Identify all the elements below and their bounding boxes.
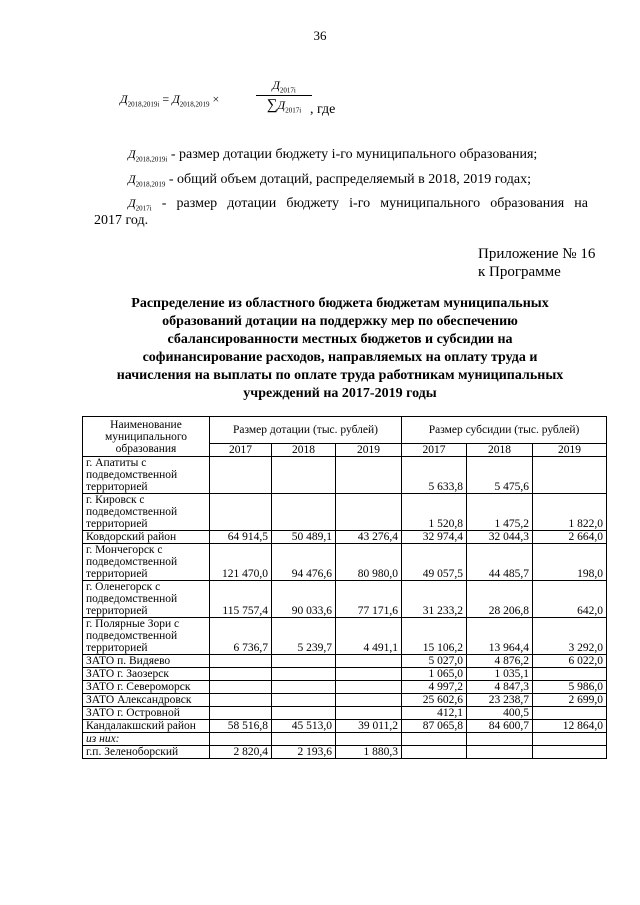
value-cell [272,733,336,746]
value-cell [272,655,336,668]
value-cell [272,668,336,681]
value-cell: 64 914,5 [210,531,272,544]
value-cell: 1 035,1 [467,668,533,681]
definition-2: $Д_{2018,2019}$ - общий объем дотаций, распределяемый в 2018, 2019 годах; [128,172,531,189]
table-row [83,581,607,618]
value-cell: 13 964,4 [467,618,533,655]
header-municipality: Наименование муниципального образования [83,417,210,457]
value-cell: 4 847,3 [467,681,533,694]
value-cell: 32 974,4 [402,531,467,544]
header-dotation: Размер дотации (тыс. рублей) [210,417,402,444]
value-cell [336,707,402,720]
value-cell: 1 065,0 [402,668,467,681]
table-row [83,655,607,668]
municipality-name: ЗАТО г. Заозерск [83,668,210,681]
value-cell: 94 476,6 [272,544,336,581]
value-cell: 2 820,4 [210,746,272,759]
distribution-table [82,416,607,759]
value-cell: 80 980,0 [336,544,402,581]
formula-tail: , где [310,102,336,117]
value-cell: 12 864,0 [533,720,607,733]
value-cell: 642,0 [533,581,607,618]
value-cell [467,733,533,746]
value-cell [336,655,402,668]
value-cell [402,746,467,759]
value-cell: 5 475,6 [467,457,533,494]
value-cell: 6 736,7 [210,618,272,655]
formula [120,78,420,128]
table-row [83,707,607,720]
value-cell [272,457,336,494]
value-cell: 58 516,8 [210,720,272,733]
definition-1: $Д_{2018,2019i}$ - размер дотации бюджету i-го муниципального образования; [128,147,538,164]
value-cell [210,681,272,694]
header-year: 2017 [210,444,272,457]
municipality-name: ЗАТО п. Видяево [83,655,210,668]
header-year: 2018 [272,444,336,457]
value-cell [533,707,607,720]
value-cell: 50 489,1 [272,531,336,544]
value-cell [210,457,272,494]
value-cell [467,746,533,759]
value-cell: 87 065,8 [402,720,467,733]
value-cell: 4 876,2 [467,655,533,668]
value-cell: 1 880,3 [336,746,402,759]
value-cell: 4 997,2 [402,681,467,694]
value-cell: 5 239,7 [272,618,336,655]
municipality-name: г. Полярные Зори с подведомственной территорией [83,618,210,655]
value-cell: 32 044,3 [467,531,533,544]
value-cell: 4 491,1 [336,618,402,655]
value-cell: 412,1 [402,707,467,720]
value-cell [210,694,272,707]
municipality-name: г. Оленегорск с подведомственной территорией [83,581,210,618]
value-cell [533,668,607,681]
header-year: 2017 [402,444,467,457]
value-cell: 44 485,7 [467,544,533,581]
table-row [83,681,607,694]
value-cell [533,733,607,746]
value-cell [336,457,402,494]
table-row [83,531,607,544]
table-row [83,544,607,581]
value-cell: 39 011,2 [336,720,402,733]
header-year: 2019 [533,444,607,457]
value-cell: 49 057,5 [402,544,467,581]
document-title: Распределение из областного бюджета бюджетам муниципальных образований дотации на поддержку мер по обеспечению сбалансированности местных бюджетов и субсидии на софинансирование расходов, направляемых на оплату труда и начисления на выплаты по оплате труда работникам муниципальных учреждений на 2017-2019 годы [116,296,564,401]
appendix-label: Приложение № 16 к Программе [478,246,596,280]
value-cell: 198,0 [533,544,607,581]
formula-lhs: $Д_{2018,2019i} = Д_{2018,2019}$ × [120,92,220,109]
table-row [83,618,607,655]
value-cell: 25 602,6 [402,694,467,707]
value-cell: 5 633,8 [402,457,467,494]
value-cell: 2 193,6 [272,746,336,759]
municipality-name: Кандалакшский район [83,720,210,733]
value-cell [210,707,272,720]
value-cell: 400,5 [467,707,533,720]
municipality-name: Ковдорский район [83,531,210,544]
definition-3-continued: 2017 год. [94,213,149,228]
header-year: 2019 [336,444,402,457]
value-cell [210,494,272,531]
municipality-name: из них: [83,733,210,746]
municipality-name: г.п. Зеленоборский [83,746,210,759]
value-cell [533,746,607,759]
municipality-name: ЗАТО г. Островной [83,707,210,720]
header-year: 2018 [467,444,533,457]
value-cell: 121 470,0 [210,544,272,581]
municipality-name: г. Апатиты с подведомственной территорией [83,457,210,494]
value-cell: 43 276,4 [336,531,402,544]
value-cell [336,668,402,681]
value-cell: 23 238,7 [467,694,533,707]
value-cell: 6 022,0 [533,655,607,668]
value-cell: 2 664,0 [533,531,607,544]
formula-fraction [256,78,312,115]
municipality-name: г. Кировск с подведомственной территорией [83,494,210,531]
value-cell: 1 520,8 [402,494,467,531]
value-cell: 1 822,0 [533,494,607,531]
table-row [83,668,607,681]
header-subsidy: Размер субсидии (тыс. рублей) [402,417,607,444]
value-cell: 45 513,0 [272,720,336,733]
table-row [83,720,607,733]
table-row [83,494,607,531]
value-cell [336,681,402,694]
value-cell: 90 033,6 [272,581,336,618]
value-cell: 77 171,6 [336,581,402,618]
value-cell: 15 106,2 [402,618,467,655]
value-cell: 5 027,0 [402,655,467,668]
page-number: 36 [313,28,327,43]
formula-denominator: $\sum Д_{2017i}$ [266,97,302,115]
value-cell: 28 206,8 [467,581,533,618]
value-cell: 115 757,4 [210,581,272,618]
value-cell [336,694,402,707]
formula-numerator: $Д_{2017i}$ [256,78,312,96]
value-cell [210,668,272,681]
table-row [83,746,607,759]
definition-3: $Д_{2017i}$ - размер дотации бюджету i-го муниципального образования на [128,196,588,213]
value-cell: 2 699,0 [533,694,607,707]
value-cell [336,733,402,746]
value-cell [210,655,272,668]
value-cell [272,707,336,720]
value-cell [402,733,467,746]
value-cell [336,494,402,531]
municipality-name: ЗАТО г. Североморск [83,681,210,694]
value-cell [210,733,272,746]
value-cell: 3 292,0 [533,618,607,655]
value-cell: 5 986,0 [533,681,607,694]
table-row [83,457,607,494]
table-row [83,694,607,707]
municipality-name: г. Мончегорск с подведомственной территорией [83,544,210,581]
value-cell: 84 600,7 [467,720,533,733]
value-cell [272,494,336,531]
value-cell [272,681,336,694]
value-cell [533,457,607,494]
table-row [83,733,607,746]
value-cell: 1 475,2 [467,494,533,531]
value-cell [272,694,336,707]
value-cell: 31 233,2 [402,581,467,618]
municipality-name: ЗАТО Александровск [83,694,210,707]
